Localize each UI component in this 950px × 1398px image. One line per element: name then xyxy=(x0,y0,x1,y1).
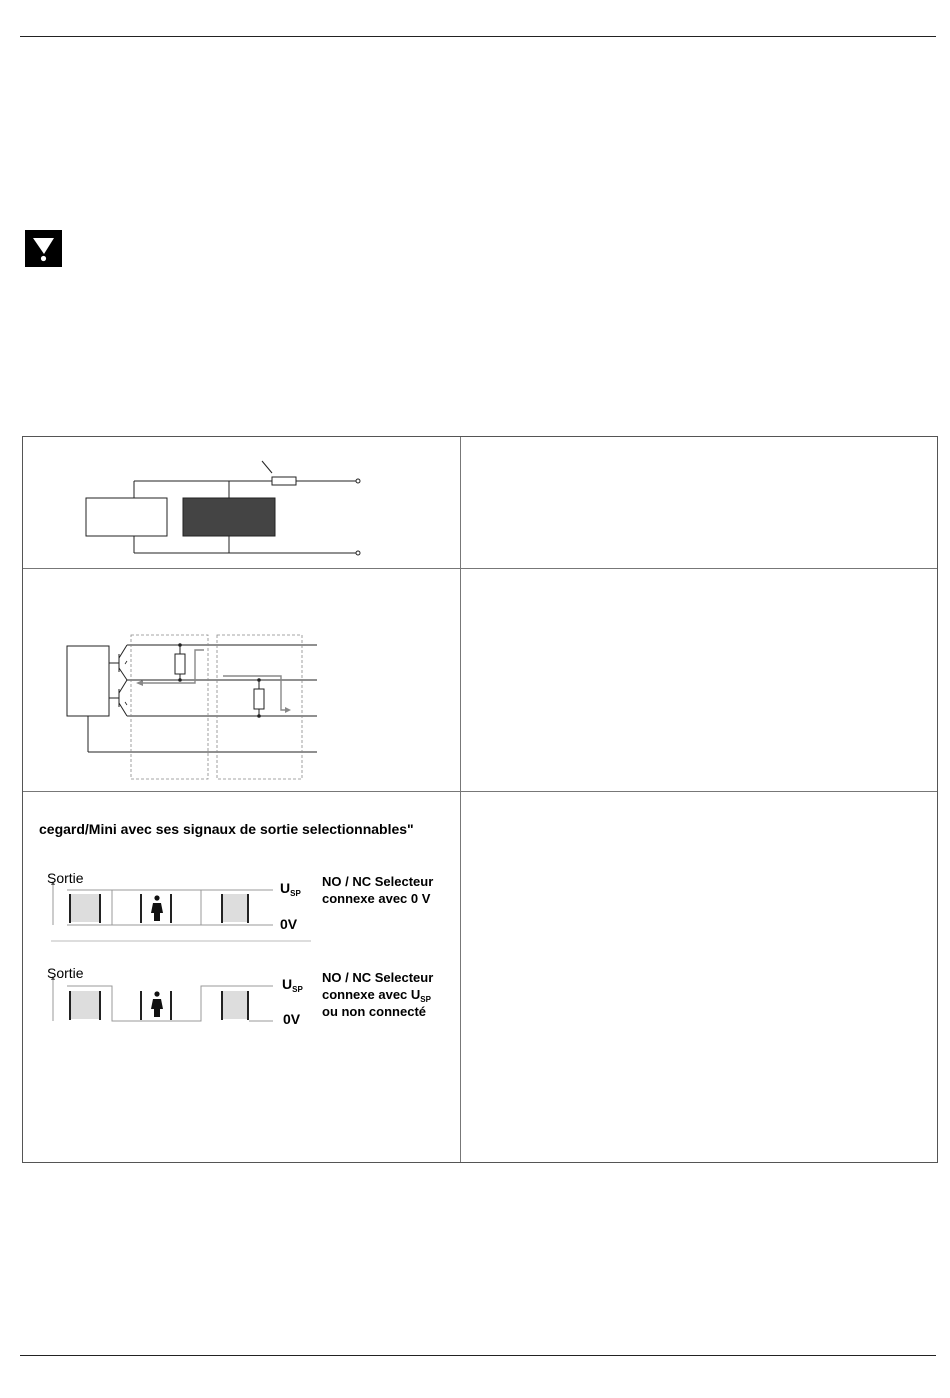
bottom-desc-line1: NO / NC Selecteur xyxy=(322,970,434,985)
person-icon xyxy=(151,895,163,921)
top-usp-label: $U_{SP}$ xyxy=(280,880,301,898)
header-rule xyxy=(20,36,936,37)
top-desc-line1: NO / NC Selecteur xyxy=(322,874,434,889)
footer-rule xyxy=(20,1355,936,1356)
top-axis-label: Sortie xyxy=(47,870,84,886)
top-zero-label: 0V xyxy=(280,916,298,932)
exclamation-warning-icon xyxy=(25,230,62,267)
wiring-table xyxy=(22,436,938,1163)
signal-diagram-heading: cegard/Mini avec ses signaux de sortie selectionnables" xyxy=(39,821,414,837)
bottom-usp-label: $U_{SP}$ xyxy=(282,976,303,994)
bottom-desc-line2: connexe avec $U_{SP}$ xyxy=(322,987,431,1004)
output-circuit-diagram xyxy=(23,568,460,791)
output-signal-diagram xyxy=(23,791,460,1164)
row1-description-cell xyxy=(461,437,937,568)
row2-description-cell xyxy=(461,568,937,791)
person-icon xyxy=(151,991,163,1017)
bottom-axis-label: Sortie xyxy=(47,965,84,981)
row3-description-cell xyxy=(461,791,937,1164)
bottom-desc-line3: ou non connecté xyxy=(322,1004,426,1019)
power-supply-diagram xyxy=(23,437,460,568)
bottom-zero-label: 0V xyxy=(283,1011,301,1027)
top-desc-line2: connexe avec 0 V xyxy=(322,891,431,906)
